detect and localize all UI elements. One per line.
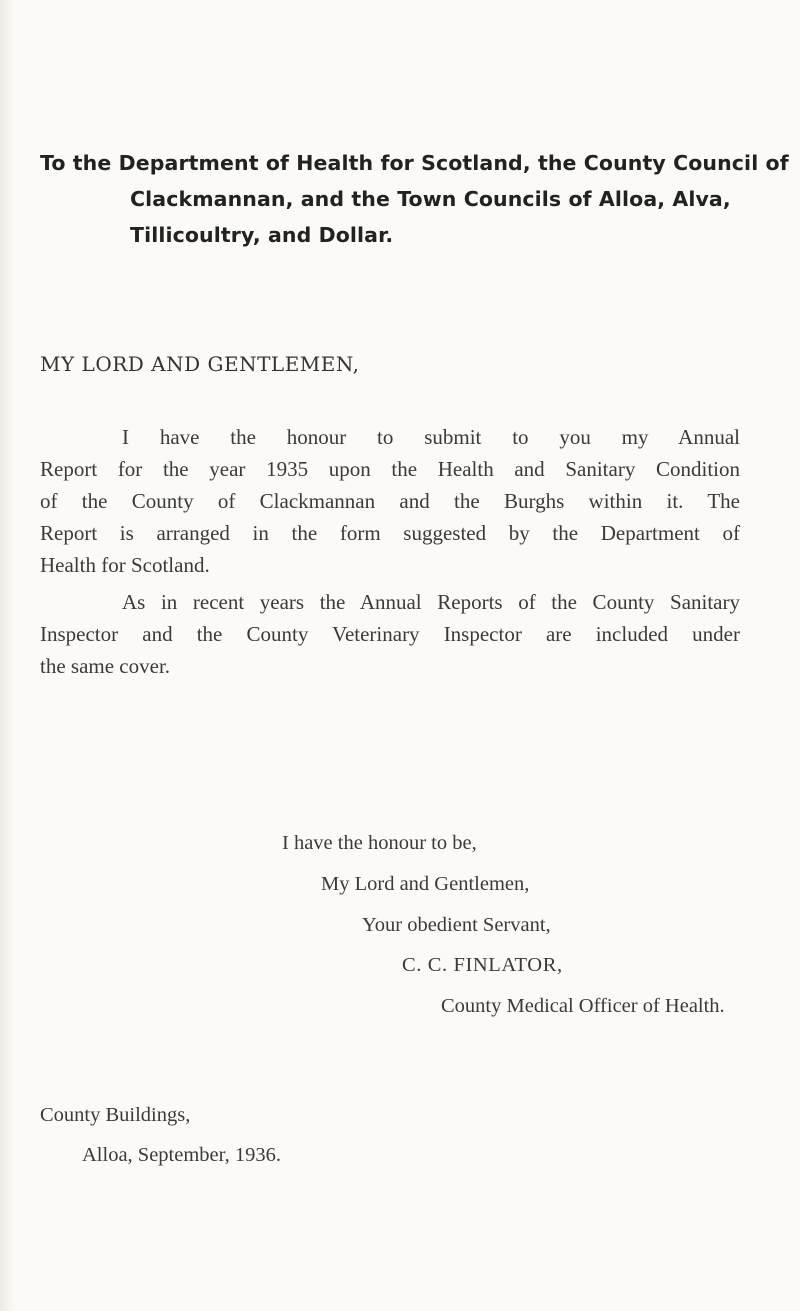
- paragraph1-line-3: of the County of Clackmannan and the Burghs within it. The: [40, 489, 740, 513]
- paragraph-annual-report: [40, 421, 740, 581]
- addressee-heading: [40, 145, 789, 253]
- closing-line-3: Your obedient Servant,: [362, 914, 551, 936]
- paragraph1-line-1: I have the honour to submit to you my Annual: [122, 425, 740, 449]
- signature-name: C. C. FINLATOR,: [402, 954, 563, 976]
- salutation: MY LORD AND GENTLEMEN,: [40, 352, 360, 376]
- paragraph1-line-5: Health for Scotland.: [40, 553, 210, 577]
- paragraph1-line-4: Report is arranged in the form suggested by the Department of: [40, 521, 740, 545]
- paragraph-included-reports: [40, 586, 740, 682]
- addressee-line-2: Clackmannan, and the Town Councils of Alloa, Alva,: [130, 187, 731, 211]
- addressee-line-1: To the Department of Health for Scotland, the County Council of: [40, 151, 789, 175]
- paragraph2-line-3: the same cover.: [40, 654, 171, 678]
- signature-title: County Medical Officer of Health.: [441, 995, 725, 1017]
- paragraph2-line-2: Inspector and the County Veterinary Inspector are included under: [40, 622, 740, 646]
- closing-line-2: My Lord and Gentlemen,: [321, 873, 530, 895]
- address-line-2: Alloa, September, 1936.: [82, 1144, 282, 1166]
- paragraph2-line-1: As in recent years the Annual Reports of the County Sanitary: [122, 590, 740, 614]
- address-line-1: County Buildings,: [40, 1104, 191, 1126]
- closing-line-1: I have the honour to be,: [282, 832, 477, 854]
- addressee-line-3: Tillicoultry, and Dollar.: [130, 223, 394, 247]
- page-edge: [0, 0, 14, 1311]
- paragraph1-line-2: Report for the year 1935 upon the Health and Sanitary Condition: [40, 457, 740, 481]
